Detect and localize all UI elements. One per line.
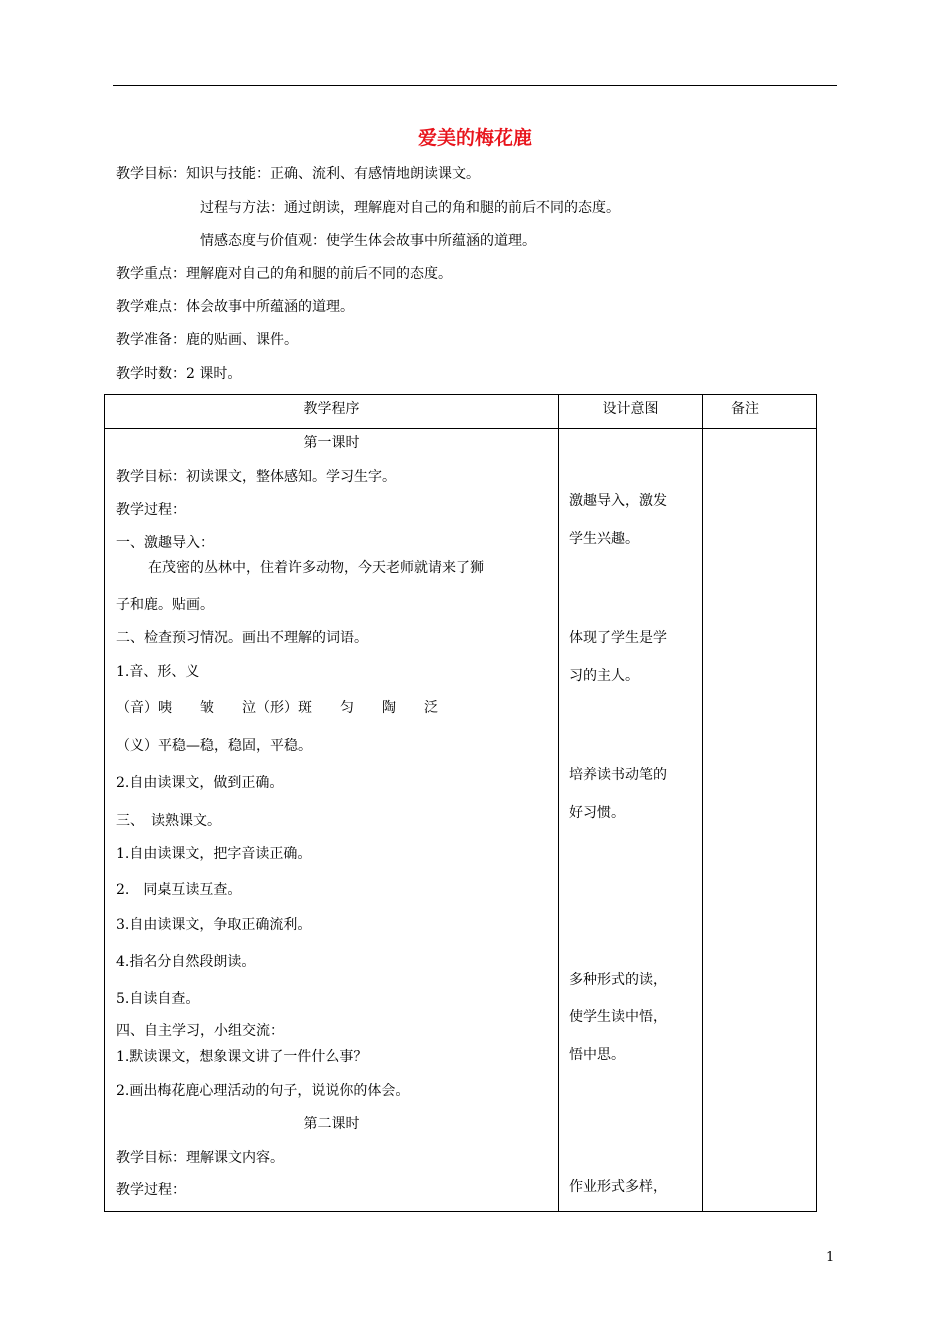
intent-line: 作业形式多样， <box>569 1179 667 1195</box>
procedure-line: 5.自读自查。 <box>116 991 200 1007</box>
column-header-notes: 备注 <box>731 401 759 417</box>
procedure-line: 2.画出梅花鹿心理活动的句子，说说你的体会。 <box>116 1083 410 1099</box>
intent-line: 好习惯。 <box>569 805 625 821</box>
procedure-line: 1.默读课文，想象课文讲了一件什么事？ <box>116 1049 368 1065</box>
intent-line: 悟中思。 <box>569 1047 625 1063</box>
procedure-line: 四、自主学习，小组交流： <box>116 1023 284 1039</box>
procedure-line: 2.自由读课文，做到正确。 <box>116 775 284 791</box>
procedure-line: 1.音、形、义 <box>116 664 200 680</box>
intent-line: 多种形式的读， <box>569 972 667 988</box>
header-line-hours: 教学时数：2 课时。 <box>116 366 242 382</box>
header-line-process: 过程与方法：通过朗读，理解鹿对自己的角和腿的前后不同的态度。 <box>200 200 620 216</box>
procedure-line: 教学过程： <box>116 502 186 518</box>
intent-line: 体现了学生是学 <box>569 630 667 646</box>
procedure-line: 教学目标：初读课文，整体感知。学习生字。 <box>116 469 396 485</box>
column-divider <box>558 395 559 1211</box>
column-header-procedure: 教学程序 <box>303 401 360 417</box>
procedure-line: 3.自由读课文，争取正确流利。 <box>116 917 312 933</box>
procedure-line: 二、检查预习情况。画出不理解的词语。 <box>116 630 368 646</box>
intent-line: 培养读书动笔的 <box>569 767 667 783</box>
procedure-line: 教学过程： <box>116 1182 186 1198</box>
procedure-line: 三、 读熟课文。 <box>116 813 221 829</box>
procedure-line: 教学目标：理解课文内容。 <box>116 1150 284 1166</box>
procedure-line: 1.自由读课文，把字音读正确。 <box>116 846 312 862</box>
header-row-divider <box>105 428 816 429</box>
header-line-goals: 教学目标：知识与技能：正确、流利、有感情地朗读课文。 <box>116 166 480 182</box>
procedure-line: 子和鹿。贴画。 <box>116 597 214 613</box>
column-header-intent: 设计意图 <box>602 401 659 417</box>
procedure-line: 4.指名分自然段朗读。 <box>116 954 256 970</box>
lesson-table <box>104 394 817 1212</box>
procedure-line: （义）平稳—稳，稳固，平稳。 <box>116 738 312 754</box>
header-line-attitude: 情感态度与价值观：使学生体会故事中所蕴涵的道理。 <box>200 233 536 249</box>
procedure-line: 2. 同桌互读互查。 <box>116 882 242 898</box>
session-heading: 第二课时 <box>303 1116 360 1132</box>
intent-line: 激趣导入，激发 <box>569 493 667 509</box>
intent-line: 使学生读中悟， <box>569 1009 667 1025</box>
procedure-line: （音）咦 皱 泣（形）斑 匀 陶 泛 <box>116 700 438 716</box>
procedure-line: 一、激趣导入： <box>116 535 214 551</box>
session-heading: 第一课时 <box>303 435 360 451</box>
header-line-difficulty: 教学难点：体会故事中所蕴涵的道理。 <box>116 299 354 315</box>
header-line-preparation: 教学准备：鹿的贴画、课件。 <box>116 332 298 348</box>
page-title: 爱美的梅花鹿 <box>417 127 532 149</box>
intent-line: 学生兴趣。 <box>569 531 639 547</box>
header-rule <box>113 85 837 86</box>
header-line-keypoint: 教学重点：理解鹿对自己的角和腿的前后不同的态度。 <box>116 266 452 282</box>
column-divider <box>702 395 703 1211</box>
page-number: 1 <box>826 1250 835 1265</box>
procedure-line: 在茂密的丛林中，住着许多动物，今天老师就请来了狮 <box>148 560 484 576</box>
intent-line: 习的主人。 <box>569 668 639 684</box>
